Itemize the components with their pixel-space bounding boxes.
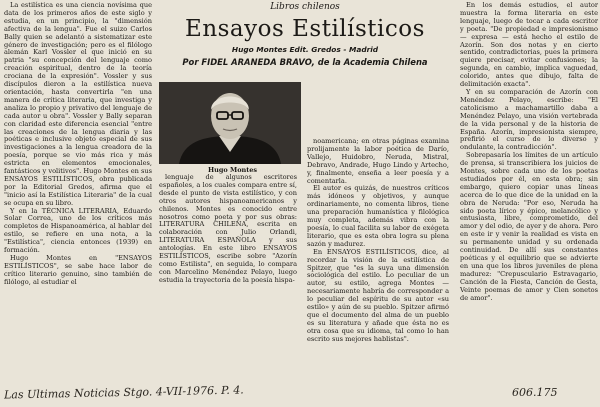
book-publisher-line: Hugo Montes Edit. Gredos - Madrid — [231, 45, 379, 54]
handwritten-source-note: Las Ultimas Noticias Stgo. 4-VII-1976. P. 4. — [3, 383, 244, 402]
article-column-3 — [307, 138, 449, 344]
paragraph: La estilística es una ciencia novísima que data de los primeros años de este siglo y estudia, en un principio, la "dimensión afectiva de la lengua". Fue el suizo Carlos Bally quien se adelantó a sistematizar este género de investigación; pero es el filólogo alemán Karl Vossler el que inició en su patria "su concepción del lenguaje como creación espiritual, dentro de la teoría crociana de la expresión". Vossler y sus discípulos dieron a la estilística nueva orientación, hasta convertirla "en una manera de crítica literaria, que investiga y analiza lo propio y privativo del lenguaje de cada autor u obra". Vossler y Bally separan con claridad este diferencia esencial "entre las creaciones de la lengua diaria y las poéticas e inclusive objeto especial de sus investigaciones a la lengua creadora de la poesía, porque se vio más rica y más estricta en elementos emocionales, fantásticos y volitivos". Hugo Montes en sus ENSAYOS ESTILÍSTICOS, obra publicada por la Editorial Gredos, afirma que el "inicio así la Estilística Literaria" de la cual se ocupa en su libro. — [4, 1, 152, 207]
paragraph: El autor es quizás, de nuestros críticos más idóneos y objetivos, y aunque ordinariamente, no comenta libros, tiene una preparación humanística y filológica muy completa, además vibra con la poesía, lo cual facilita su labor de exégeta literario, que es esta obra logra su plena sazón y madurez. — [307, 184, 449, 248]
paragraph: Y en la TÉCNICA LITERARIA, Eduardo Solar Correa, uno de los críticos más completos de Hispanoamérica, al hablar del estilo, se refiere en una nota, a la "Estilística", ciencia entonces (1939) en formación. — [4, 206, 152, 255]
section-label: Libros chilenos — [270, 2, 340, 12]
photo-caption: Hugo Montes — [208, 166, 258, 174]
article-column-4 — [460, 2, 598, 302]
article-column-2 — [159, 174, 297, 285]
paragraph: En ENSAYOS ESTILÍSTICOS, dice, al recordar la visión de la estilística de Spitzer, que "es la suya una dimensión sociológica del estilo. Lo peculiar de un autor, su estilo, agrega Montes — necesariamente habría de corresponder a lo peculiar del espíritu de su autor «su estilo» y aún de su pueblo. Spitzer afirmó que el documento del alma de un pueblo es su literatura y añade que ésta no es otra cosa que su idioma, tal como lo han escrito sus mejores hablistas". — [307, 247, 449, 343]
author-photo — [159, 82, 301, 164]
author-byline: Por FIDEL ARANEDA BRAVO, de la Academia Chilena — [182, 57, 428, 67]
archive-code: 606.175 — [512, 386, 558, 399]
article-title: Ensayos Estilísticos — [185, 16, 425, 42]
paragraph: Sobrepasaría los límites de un artículo de prensa, si transcribiera los juicios de Montes, sobre cada uno de los poetas estudiados por él, en esta obra; sin embargo, quiero copiar unas líneas acerca de lo que dice de la unidad en la obra de Neruda: "Por eso, Neruda ha sido poeta lírico y épico, melancólico y entusiasta, libre, comprometido, del amor y del odio, de ayer y de ahora. Pero en este ir y venir la realidad es vista en su permanente unidad y su ordenada continuidad. De allí sus constantes poéticas y el equilibrio que se advierte en una que los libros juveniles de plena madurez: "Crepusculario Estravagario, Canción de la Fiesta, Canción de Gesta, Veinte poemas de amor y Cien sonetos de amor". — [460, 151, 598, 302]
paragraph: En los demás estudios, el autor muestra la forma literaria en este lenguaje, luego de tocar a cada escritor y poeta. "De propiedad e impresionismo — expresa — está hecho el estilo de Azorín. Son dos notas y en cierto sentido, contradictorias, pues la primera quiere precisar, evitar confusiones; la segunda, en cambio, implica vaguedad, colorido, antes que dibujo, falta de delimitación exacta". — [460, 1, 598, 89]
paragraph: Hugo Montes en "ENSAYOS ESTILÍSTICOS", se sabe hace labor de crítico literario genuino, sino también de filólogo, al estudiar el — [4, 254, 152, 286]
paragraph: noamericana; en otras páginas examina prolijamente la labor poética de Darío, Vallejo, Huidobro, Neruda, Mistral, Debravo, Andrade, Hugo Lindo y Artecho, y, finalmente, enseña a leer poesía y a comentarla. — [307, 137, 449, 185]
article-column-1 — [4, 2, 152, 287]
article-header — [159, 0, 451, 67]
paragraph: lenguaje de algunos escritores españoles, a los cuales compara entre sí, desde el punto de vista estilístico, y con otros autores hispanoamericanos y chilenos. Montes es conocido entre nosotros como poeta y por sus obras: LITERATURA CHILENA, escrita en colaboración con Julio Orlandi, LITERATURA ESPAÑOLA y sus antologías. En este libro ENSAYOS ESTILÍSTICOS, escribe sobre "Azorín como Estilista", en seguida, lo compara con Marcelino Menéndez Pelayo, luego estudia la trayectoria de la poesía hispa- — [159, 173, 297, 284]
paragraph: Y en su comparación de Azorín con Menéndez Pelayo, escribe: "El catolicismo a machamartillo daba a Menéndez Pelayo, una visión vertebrada de la vida personal y de la historia de España. Azorín, impresionista siempre, prefirió el curso de lo diverso y ondulante, la contradicción". — [460, 87, 598, 152]
